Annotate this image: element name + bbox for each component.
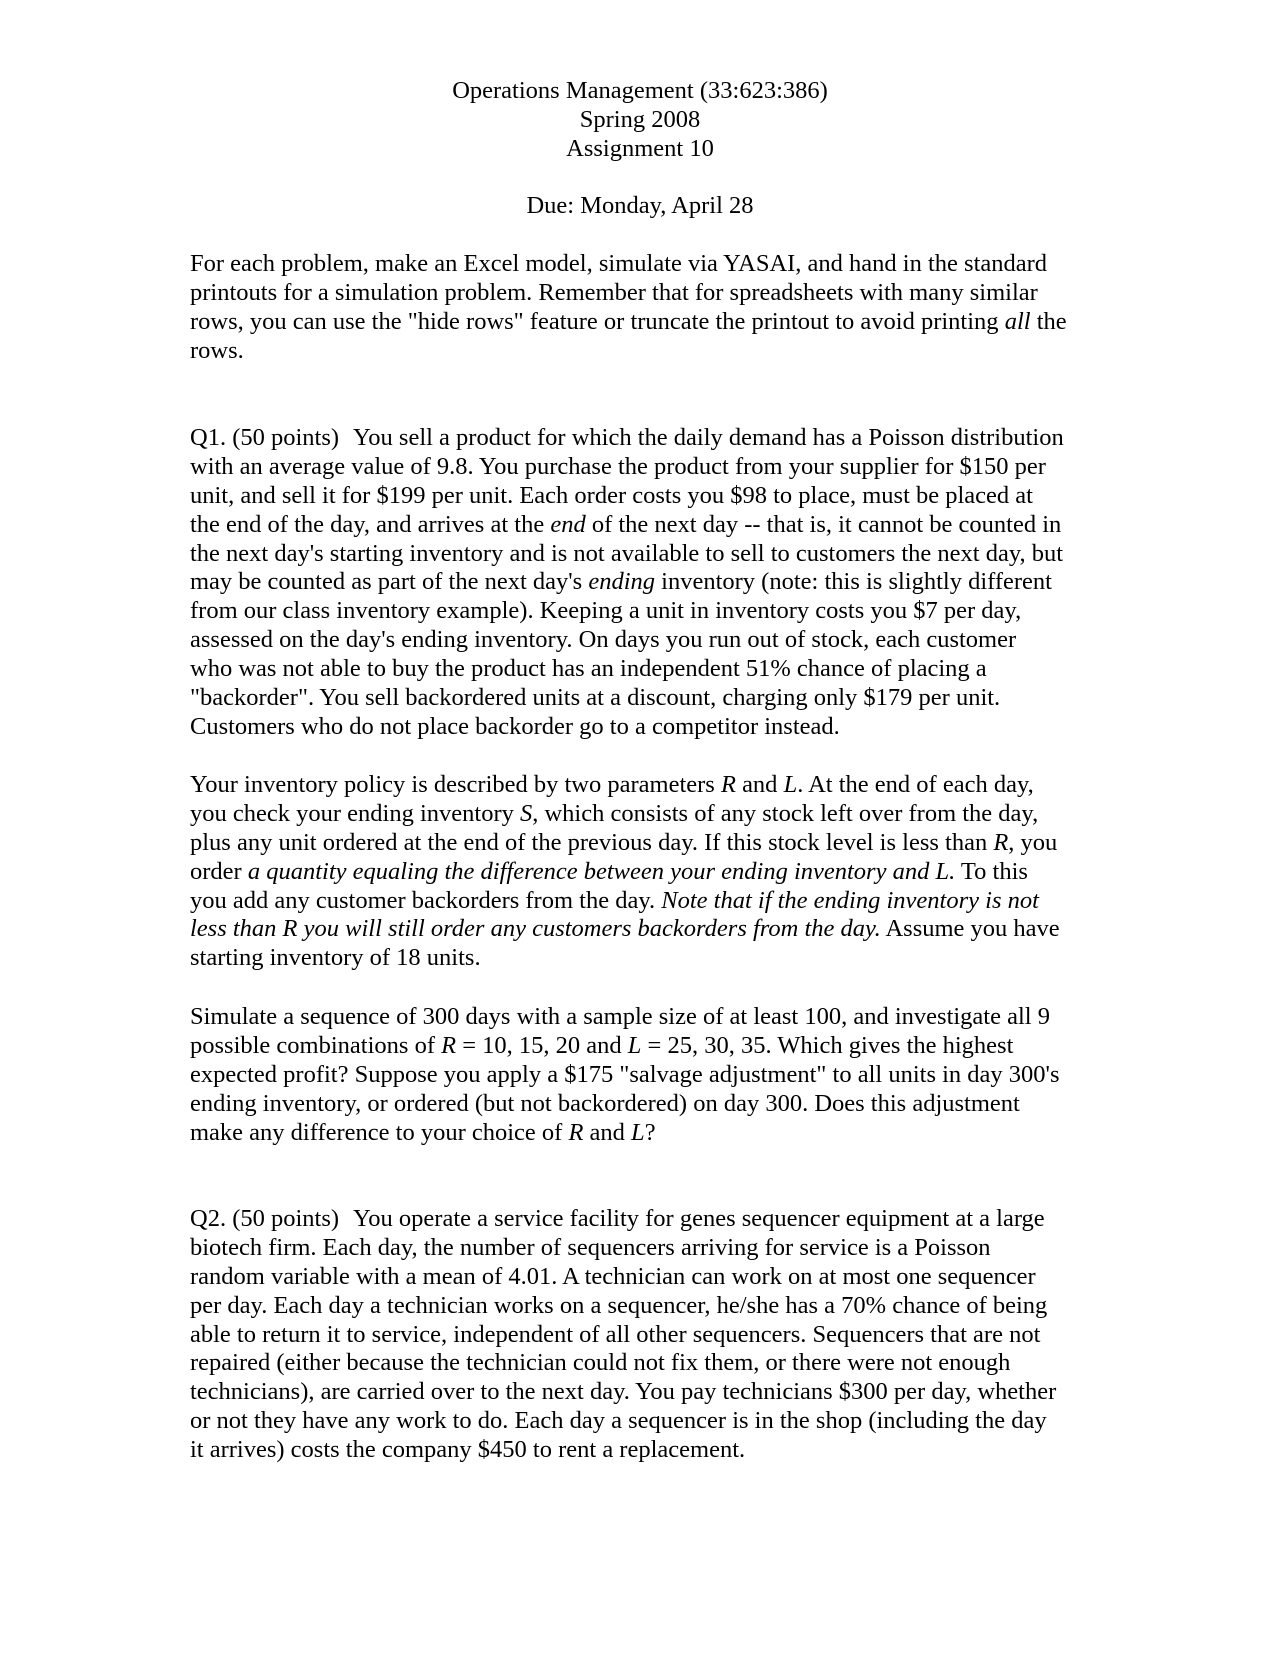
text-run: = 25, 30, 35. Which gives the highest [641,1031,1014,1059]
text-run: To this [955,857,1028,885]
text-line: unit, and sell it for $199 per unit. Each order costs you $98 to place, must be placed at [190,481,1033,509]
text-run: Your inventory policy is described by two parameters [190,771,721,798]
text-line: from our class inventory example). Keeping a unit in inventory costs you $7 per day, [190,597,1022,625]
text-line: assessed on the day's ending inventory. On days you run out of stock, each customer [190,626,1017,654]
q1-paragraph-3 [190,1003,1150,1147]
term: Spring 2008 [579,105,701,133]
text-line: it arrives) costs the company $450 to rent a replacement. [190,1436,746,1464]
text-line: "backorder". You sell backordered units at a discount, charging only $179 per unit. [190,684,1001,712]
text-run: possible combinations of [190,1031,442,1059]
text-run: the [1030,307,1067,335]
q1-paragraph-2 [190,771,1150,973]
emphasis: end [550,510,586,538]
text-line: biotech firm. Each day, the number of sequencers arriving for service is a Poisson [190,1233,991,1261]
emphasis: Note that if the ending inventory is not [661,886,1039,914]
text-line [190,308,1150,337]
text-run: Assume you have [880,915,1060,943]
text-line: rows. [190,336,244,364]
text-run: You operate a service facility for genes sequencer equipment at a large [353,1205,1045,1232]
emphasis: R [568,1118,584,1146]
text-run: rows, you can use the "hide rows" feature or truncate the printout to avoid printing [190,307,1005,335]
emphasis: R [720,771,736,798]
text-run: , which consists of any stock left over from the day, [532,799,1039,827]
question-label: Q1. (50 points) [190,424,340,451]
text-line: Simulate a sequence of 300 days with a sample size of at least 100, and investigate all 9 [190,1003,1050,1030]
text-line: repaired (either because the technician could not fix them, or there were not enough [190,1349,1011,1377]
text-line [190,771,1150,800]
document-header [0,77,1280,164]
emphasis: ending [588,568,656,596]
emphasis: all [1004,307,1031,335]
text-run: , you [1008,828,1058,856]
text-line: For each problem, make an Excel model, simulate via YASAI, and hand in the standard [190,250,1048,277]
text-line [190,568,1150,597]
emphasis: R [993,828,1009,856]
question-label: Q2. (50 points) [190,1205,340,1232]
text-run: . At the end of each day, [797,771,1034,798]
text-line: printouts for a simulation problem. Remember that for spreadsheets with many similar [190,278,1038,306]
course-title: Operations Management (33:623:386) [452,77,828,104]
text-line: ending inventory, or ordered (but not backordered) on day 300. Does this adjustment [190,1089,1020,1117]
q1-paragraph-1 [190,424,1150,742]
due-date: Due: Monday, April 28 [526,192,754,219]
text-line: expected profit? Suppose you apply a $175 "salvage adjustment" to all units in day 300's [190,1060,1060,1088]
text-line: or not they have any work to do. Each day a sequencer is in the shop (including the day [190,1407,1047,1435]
text-line: who was not able to buy the product has an independent 51% chance of placing a [190,655,987,683]
emphasis: L [783,771,798,798]
text-run: the end of the day, and arrives at the [190,510,551,538]
text-line: per day. Each day a technician works on a sequencer, he/she has a 70% chance of being [190,1291,1048,1319]
text-run: and [583,1118,632,1146]
text-line [190,858,1150,887]
text-run: order [190,857,248,885]
text-run: of the next day -- that is, it cannot be counted in [585,510,1062,538]
text-line: technicians), are carried over to the next day. You pay technicians $300 per day, whether [190,1378,1057,1406]
emphasis: a quantity equaling the difference between your ending inventory and L. [247,857,956,885]
text-line: with an average value of 9.8. You purchase the product from your supplier for $150 per [190,452,1046,480]
text-line: able to return it to service, independent of all other sequencers. Sequencers that are not [190,1320,1041,1348]
text-line [190,915,1150,944]
emphasis: S [519,799,533,827]
text-line: Customers who do not place backorder go to a competitor instead. [190,712,840,740]
text-run: make any difference to your choice of [190,1118,569,1146]
text-line [190,887,1150,916]
text-line [190,424,1150,453]
intro-paragraph [190,250,1150,366]
text-line [190,1119,1150,1148]
text-run: inventory (note: this is slightly different [655,568,1052,596]
q2-paragraph-1 [190,1205,1150,1465]
text-run: = 10, 15, 20 and [456,1031,628,1059]
emphasis: less than R you will still order any customers backorders from the day. [190,915,881,943]
text-line [190,1032,1150,1061]
text-run: you check your ending inventory [190,799,520,827]
text-run: plus any unit ordered at the end of the previous day. If this stock level is less than [190,828,994,856]
text-run: You sell a product for which the daily demand has a Poisson distribution [353,424,1064,451]
text-run: may be counted as part of the next day's [190,568,589,596]
text-line [190,511,1150,540]
text-line [190,1205,1150,1234]
text-line: starting inventory of 18 units. [190,944,481,972]
assignment-title: Assignment 10 [566,134,714,162]
emphasis: L [631,1118,645,1146]
text-run: you add any customer backorders from the day. [190,886,662,914]
text-line [190,800,1150,829]
emphasis: R [441,1031,457,1059]
text-line [190,829,1150,858]
text-run: ? [644,1118,656,1146]
text-line: the next day's starting inventory and is not available to sell to customers the next day, but [190,539,1064,567]
text-line: random variable with a mean of 4.01. A technician can work on at most one sequencer [190,1262,1036,1290]
emphasis: L [627,1031,642,1059]
text-run: and [735,771,784,798]
